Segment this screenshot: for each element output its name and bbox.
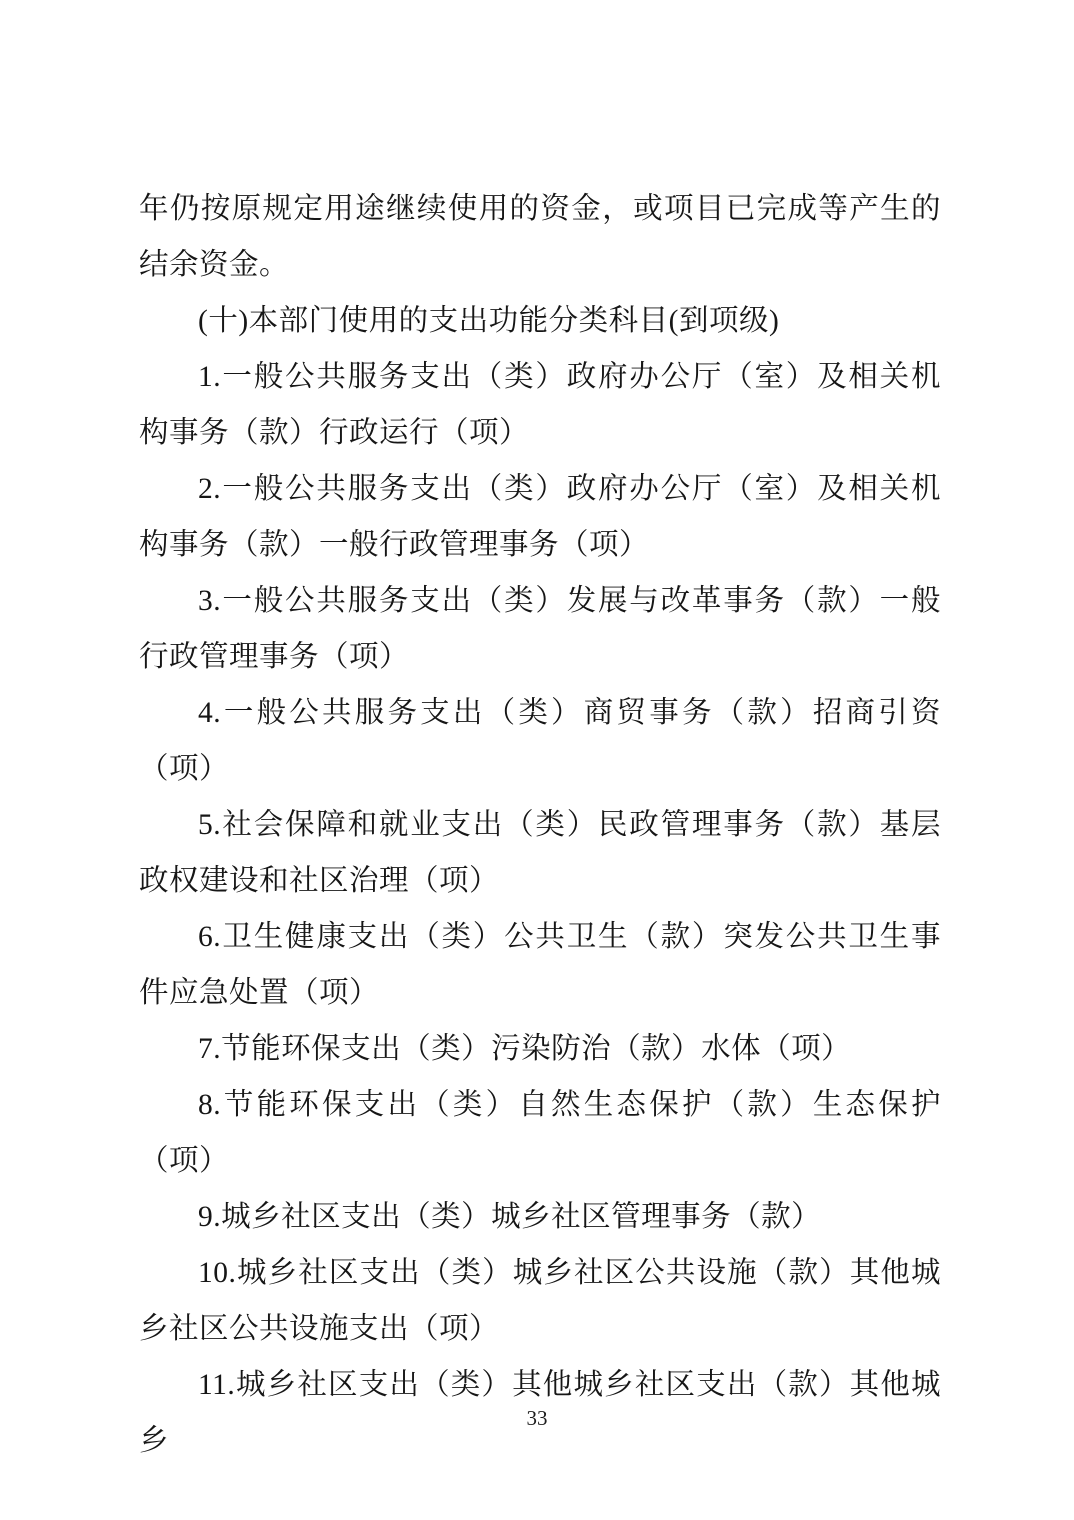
paragraph: 9.城乡社区支出（类）城乡社区管理事务（款） [198,1201,822,1233]
page-number: 33 [526,1406,548,1430]
paragraph: 5.社会保障和就业支出（类）民政管理事务（款）基层政权建设和社区治理（项） [139,809,941,897]
paragraph: 1.一般公共服务支出（类）政府办公厅（室）及相关机构事务（款）行政运行（项） [139,361,941,449]
paragraph: 10.城乡社区支出（类）城乡社区公共设施（款）其他城乡社区公共设施支出（项） [139,1257,941,1345]
paragraph: 11.城乡社区支出（类）其他城乡社区支出（款）其他城乡 [139,1369,941,1457]
paragraph: 6.卫生健康支出（类）公共卫生（款）突发公共卫生事件应急处置（项） [139,921,941,1009]
paragraph: 7.节能环保支出（类）污染防治（款）水体（项） [198,1033,852,1065]
paragraph: 2.一般公共服务支出（类）政府办公厅（室）及相关机构事务（款）一般行政管理事务（项） [139,473,941,561]
paragraph: 4.一般公共服务支出（类）商贸事务（款）招商引资（项） [139,697,941,785]
document-body [139,181,941,1469]
paragraph: 8.节能环保支出（类）自然生态保护（款）生态保护（项） [139,1089,941,1177]
paragraph: (十)本部门使用的支出功能分类科目(到项级) [198,305,780,337]
paragraph: 年仍按原规定用途继续使用的资金，或项目已完成等产生的结余资金。 [139,193,941,281]
paragraph: 3.一般公共服务支出（类）发展与改革事务（款）一般行政管理事务（项） [139,585,941,673]
